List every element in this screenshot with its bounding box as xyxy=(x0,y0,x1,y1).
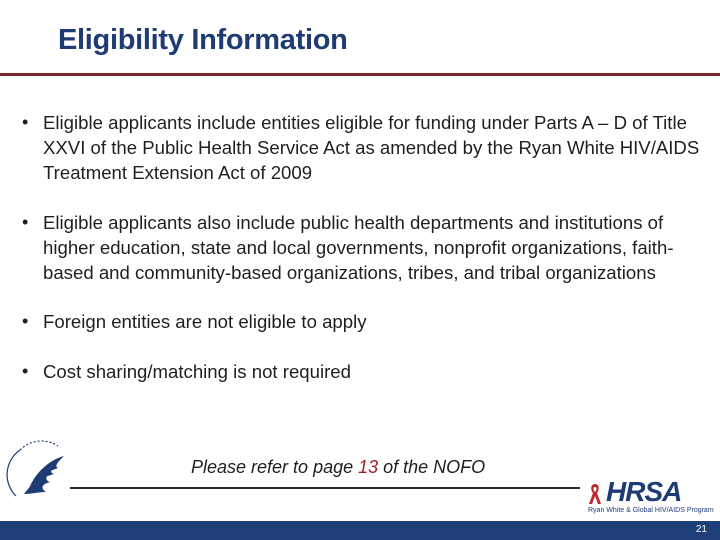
bullet-list xyxy=(22,110,702,384)
bullet-item: • Cost sharing/matching is not required xyxy=(22,359,702,384)
title-divider xyxy=(0,73,720,76)
red-ribbon-icon xyxy=(586,482,604,506)
note-prefix: Please refer to page xyxy=(191,457,359,477)
note-page-number: 13 xyxy=(358,457,379,477)
nofo-reference-note xyxy=(191,457,485,478)
footer-bar xyxy=(0,521,720,540)
hrsa-program-text: Ryan White & Global HIV/AIDS Program xyxy=(588,507,714,514)
bullet-item: • Eligible applicants include entities eligible for funding under Parts A – D of Title XXVI of the Public Health Service Act as amended by the Ryan White HIV/AIDS Treatment Extension Act of 2009 xyxy=(22,110,702,185)
bullet-item: • Eligible applicants also include public health departments and institutions of higher education, state and local governments, nonprofit organizations, faith-based and community-based organizations, tribes, and tribal organizations xyxy=(22,210,702,285)
hhs-eagle-seal-icon xyxy=(6,438,72,508)
note-suffix: of the NOFO xyxy=(378,457,486,477)
bullet-item: • Foreign entities are not eligible to apply xyxy=(22,309,702,334)
page-title: Eligibility Information xyxy=(58,24,348,56)
hrsa-logo: HRSA xyxy=(606,476,682,507)
slide-number: 21 xyxy=(695,524,707,535)
footer-divider xyxy=(70,487,580,489)
